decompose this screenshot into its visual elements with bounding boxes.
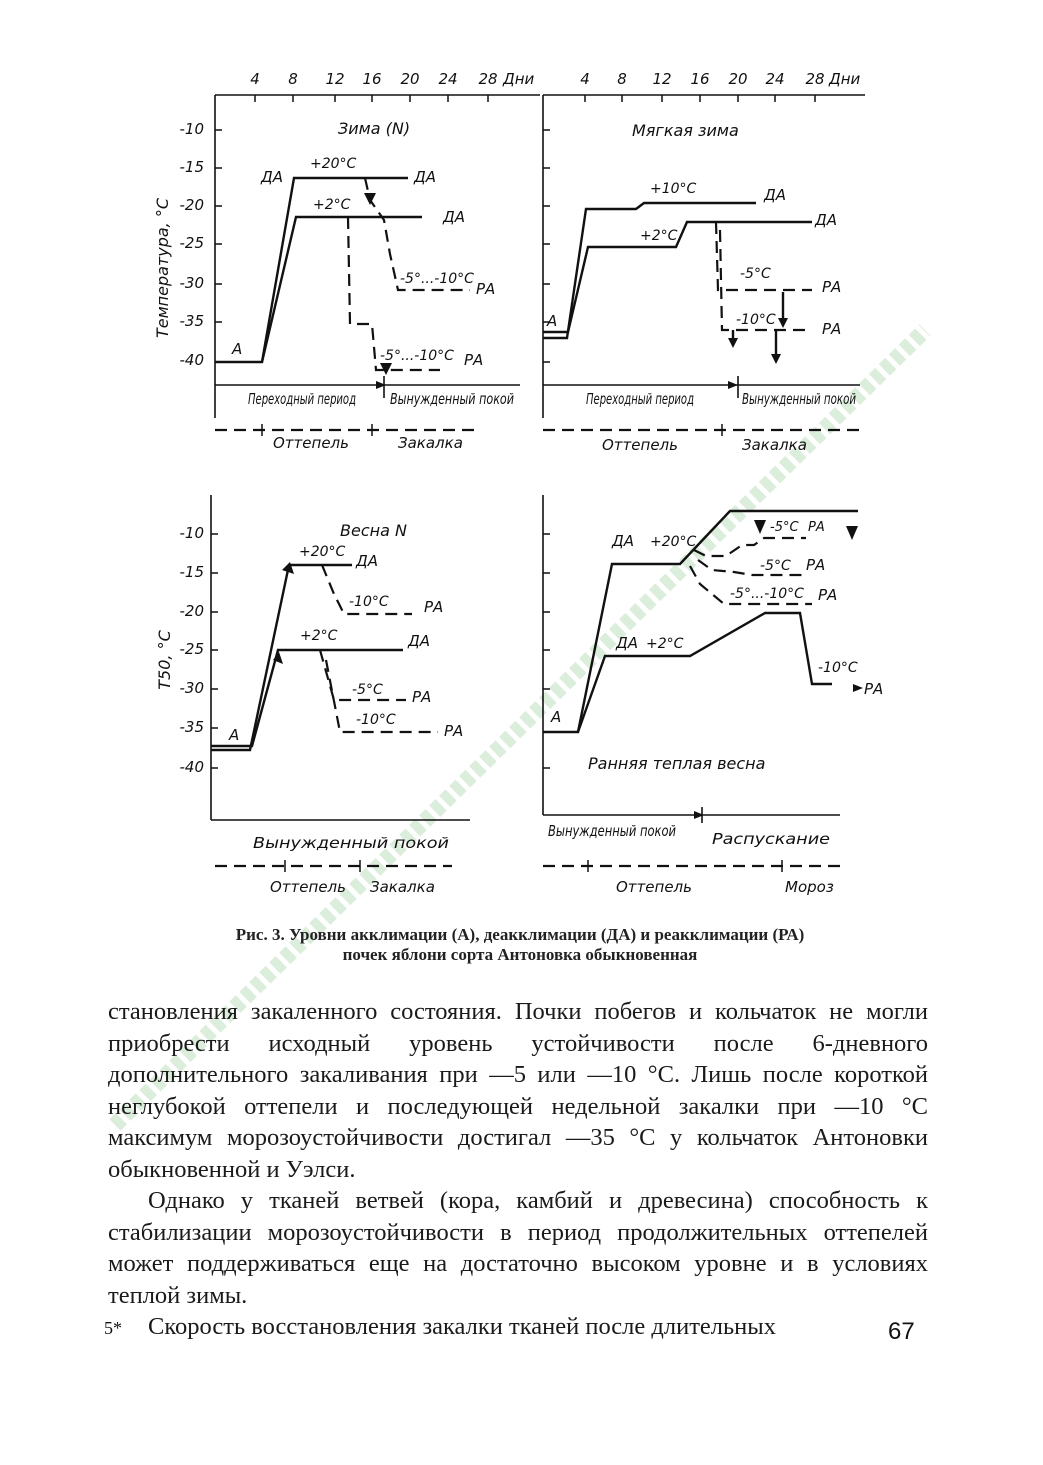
page-number: 67 <box>888 1318 915 1345</box>
label-reaccl: РА <box>444 722 464 740</box>
label-acclimation: А <box>229 726 240 744</box>
paragraph: становления закаленного состояния. Почки побегов и кольчаток не могли приобрести исходный уровень устойчивости после 6-дневного дополнительного закаливания при —5 или —10 °С. Лишь после короткой неглубокой оттепели и последующей недельной закалки при —10 °С максимум морозоустойчивости достигал —35 °С у кольчаток Антоновки обыкновенной и Уэлси. <box>108 998 928 1183</box>
y-axis-label: Температура, °С <box>153 197 172 339</box>
body-text <box>108 996 928 1343</box>
label-deaccl: ДА <box>616 634 638 652</box>
period-label: Вынужденный покой <box>742 390 857 408</box>
period-label: Оттепель <box>273 434 349 452</box>
x-tick: 12 <box>325 70 345 88</box>
period-label: Оттепель <box>616 878 692 896</box>
y-tick: -15 <box>179 563 204 581</box>
label-deaccl: ДА <box>414 168 436 186</box>
series-line-cold <box>211 650 403 746</box>
label-reaccl-temp: -5°С <box>770 520 799 535</box>
y-tick: -10 <box>179 524 204 542</box>
y-tick: -30 <box>179 679 204 697</box>
period-label: Вынужденный покой <box>390 390 515 408</box>
panel-winter <box>153 70 540 452</box>
label-reaccl-temp: -10°С <box>356 712 396 728</box>
period-label: Вынужденный покой <box>548 822 677 840</box>
period-label: Переходный период <box>248 390 356 408</box>
y-tick: -40 <box>179 758 204 776</box>
paragraph: Скорость восстановления закалки тканей после длительных <box>148 1313 777 1340</box>
y-tick: -20 <box>179 196 204 214</box>
x-unit: Дни <box>829 70 861 88</box>
label-reaccl: РА <box>822 320 842 338</box>
label-reaccl: РА <box>464 351 484 369</box>
label-deaccl: ДА <box>261 168 283 186</box>
label-reaccl-temp: -5°С <box>760 558 791 574</box>
label-deaccl: ДА <box>356 552 378 570</box>
label-acclimation: А <box>551 708 562 726</box>
label-treat-warm: +20°С <box>650 534 697 550</box>
panel-early-warm-spring <box>543 495 883 896</box>
x-tick: 28 <box>805 70 825 88</box>
x-tick: 4 <box>580 70 590 88</box>
paragraph: Однако у тканей ветвей (кора, камбий и древесина) способность к стабилизации морозоустойчивости в период продолжительных оттепелей может поддерживаться еще на достаточно высоком уровне и в условиях теплой зимы. <box>108 1187 928 1309</box>
label-acclimation: А <box>547 312 558 330</box>
x-tick: 12 <box>652 70 672 88</box>
x-tick: 16 <box>690 70 710 88</box>
label-deaccl: ДА <box>815 211 837 229</box>
label-treat-cold: +2°С <box>646 636 684 652</box>
series-line-cold <box>578 613 832 732</box>
y-tick: -35 <box>179 718 204 736</box>
reaccl-dash-b <box>698 560 808 575</box>
panel-mild-winter <box>543 70 865 454</box>
y-tick: -10 <box>179 120 204 138</box>
label-treat-cold: +2°С <box>640 228 678 244</box>
label-reaccl-temp: -5°С <box>740 266 771 282</box>
panel-title: Мягкая зима <box>632 121 739 140</box>
x-tick: 20 <box>400 70 420 88</box>
y-tick: -40 <box>179 351 204 369</box>
panel-title: Зима (N) <box>338 119 411 138</box>
x-tick: 4 <box>250 70 260 88</box>
period-label: Закалка <box>370 878 435 896</box>
label-treat-warm: +20°С <box>299 544 346 560</box>
y-axis-label: Т50, °С <box>155 630 174 690</box>
y-tick: -15 <box>179 158 204 176</box>
signature-mark: 5* <box>104 1318 122 1338</box>
caption-line: Рис. 3. Уровни акклимации (А), деакклимации (ДА) и реакклимации (РА) <box>235 925 805 944</box>
label-reaccl: РА <box>412 688 432 706</box>
period-label: Мороз <box>785 878 834 896</box>
period-label: Вынужденный покой <box>253 834 450 852</box>
label-treat-warm: +20°С <box>310 156 357 172</box>
label-reaccl: РА <box>818 586 838 604</box>
period-label: Оттепель <box>602 436 678 454</box>
label-reaccl: РА <box>806 556 826 574</box>
series-line-warm <box>211 565 352 750</box>
x-tick: 24 <box>765 70 785 88</box>
label-reaccl-temp: -5°...-10°С <box>400 271 474 287</box>
y-tick: -25 <box>179 640 204 658</box>
label-deaccl: ДА <box>764 186 786 204</box>
label-deaccl: ДА <box>408 632 430 650</box>
label-treat-cold: +2°С <box>300 628 338 644</box>
x-unit: Дни <box>503 70 535 88</box>
figure-caption <box>100 925 940 965</box>
y-tick: -25 <box>179 234 204 252</box>
period-label: Оттепель <box>270 878 346 896</box>
period-label: Закалка <box>742 436 807 454</box>
y-tick: -30 <box>179 274 204 292</box>
x-tick: 28 <box>478 70 498 88</box>
label-acclimation: А <box>232 340 243 358</box>
label-deaccl: ДА <box>612 532 634 550</box>
x-tick: 16 <box>362 70 382 88</box>
label-treat-cold: +2°С <box>313 197 351 213</box>
label-reaccl-temp: -5°С <box>352 682 383 698</box>
panel-title: Ранняя теплая весна <box>588 754 766 773</box>
label-reaccl-temp: -5°...-10°С <box>380 348 454 364</box>
series-line-warm <box>543 203 756 338</box>
x-tick: 8 <box>288 70 298 88</box>
caption-line: почек яблони сорта Антоновка обыкновенная <box>342 945 698 964</box>
label-reaccl: РА <box>424 598 444 616</box>
x-tick: 24 <box>438 70 458 88</box>
label-reaccl-temp: -5°...-10°С <box>730 586 804 602</box>
period-label: Закалка <box>398 434 463 452</box>
y-tick: -20 <box>179 602 204 620</box>
label-treat-warm: +10°С <box>650 181 697 197</box>
x-tick: 20 <box>728 70 748 88</box>
label-reaccl: РА <box>808 520 825 535</box>
label-reaccl: РА <box>822 278 842 296</box>
label-reaccl-temp: -10°С <box>818 660 858 676</box>
y-tick: -35 <box>179 312 204 330</box>
period-label: Переходный период <box>586 390 694 408</box>
panel-spring <box>155 495 470 896</box>
label-reaccl: РА <box>864 680 884 698</box>
arrow <box>364 193 376 205</box>
label-deaccl: ДА <box>443 208 465 226</box>
series-line-warm <box>215 178 408 362</box>
label-reaccl-temp: -10°С <box>349 594 389 610</box>
label-reaccl: РА <box>476 280 496 298</box>
reaccl-dash-a <box>694 538 806 556</box>
period-label: Распускание <box>712 830 830 848</box>
x-tick: 8 <box>617 70 627 88</box>
label-reaccl-temp: -10°С <box>736 312 776 328</box>
panel-title: Весна N <box>340 521 407 540</box>
